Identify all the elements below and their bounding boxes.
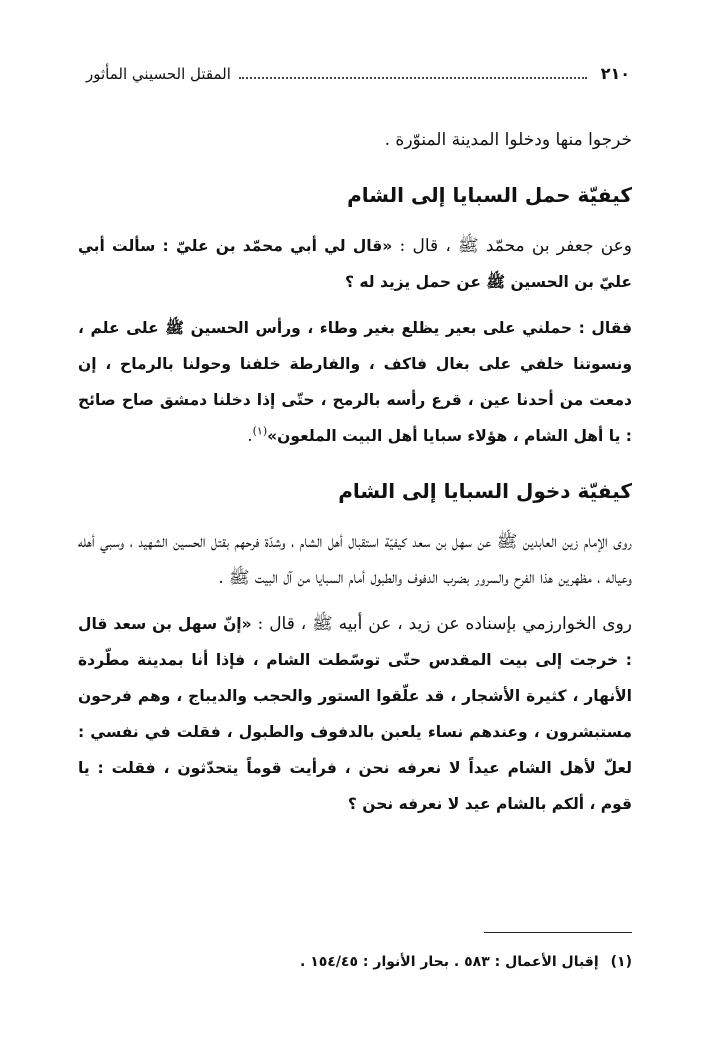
- narration-1-quote: «قال لي أبي محمّد بن عليّ : سألت أبي عليّ بن الحسين ﷺ عن حمل يزيد له ؟: [78, 237, 632, 291]
- narration-4-quote: «إنّ سهل بن سعد قال : خرجت إلى بيت المقدس حتّى توسّطت الشام ، فإذا أنا بمدينة مطّردة الأنهار ، كثيرة الأشجار ، قد علّقوا الستور والحجب والديباج ، وهم فرحون مستبشرون ، وعندهم نساء يلعبن بالدفوف والطبول ، فقلت في نفسي : لعلّ لأهل الشام عيداً لا نعرفه نحن ، فرأيت قوماً يتحدّثون ، فقلت : يا قوم ، ألكم بالشام عيد لا نعرفه نحن ؟: [78, 615, 632, 813]
- running-header: [86, 64, 630, 92]
- footnote-text: إقبال الأعمال : ٥٨٣ . بحار الأنوار : ١٥٤/٤٥ .: [299, 954, 599, 970]
- paragraph-narration-2: [78, 310, 632, 454]
- body-text: [78, 122, 632, 832]
- narration-1-intro: وعن جعفر بن محمّد ﷺ ، قال :: [392, 236, 632, 256]
- paragraph-narration-3: روى الإمام زين العابدين ﷺ عن سهل بن سعد كيفيّة استقبال أهل الشام ، وشدّة فرحهم بقتل الحسين الشهيد ، وسبي أهله وعياله ، مظهرين هذا الفرح والسرور بضرب الدفوف والطبول أمام السبايا من آل البيت ﷺ .: [78, 532, 632, 588]
- intro-line: خرجوا منها ودخلوا المدينة المنوّرة .: [384, 130, 632, 150]
- narration-2-end: .: [247, 426, 253, 446]
- paragraph-narration-4: [78, 606, 632, 822]
- footnote-divider: [484, 932, 632, 933]
- narration-2-quote: فقال : حملني على بعير يظلع بغير وطاء ، ورأس الحسين ﷺ على علم ، ونسوتنا خلفي على بغال فاكف ، والفارطة خلفنا وحولنا بالرماح ، إن دمعت من أحدنا عين ، قرع رأسه بالرمح ، حتّى إذا دخلنا دمشق صاح صائح : يا أهل الشام ، هؤلاء سبايا أهل البيت الملعون»: [78, 319, 632, 445]
- header-leader-dots: [239, 77, 587, 79]
- footnote: [78, 950, 632, 974]
- section-heading-2: كيفيّة دخول السبايا إلى الشام: [338, 479, 632, 503]
- narration-4-intro: روى الخوارزمي بإسناده عن زيد ، عن أبيه ﷺ ، قال :: [251, 614, 632, 634]
- paragraph-narration-1: [78, 228, 632, 300]
- section-heading-1: كيفيّة حمل السبايا إلى الشام: [347, 183, 632, 207]
- page-number: ٢١٠: [600, 64, 630, 83]
- footnote-marker: (١): [610, 954, 632, 970]
- book-title: المقتل الحسيني المأثور: [86, 65, 231, 83]
- footnote-reference[interactable]: (١): [252, 424, 268, 438]
